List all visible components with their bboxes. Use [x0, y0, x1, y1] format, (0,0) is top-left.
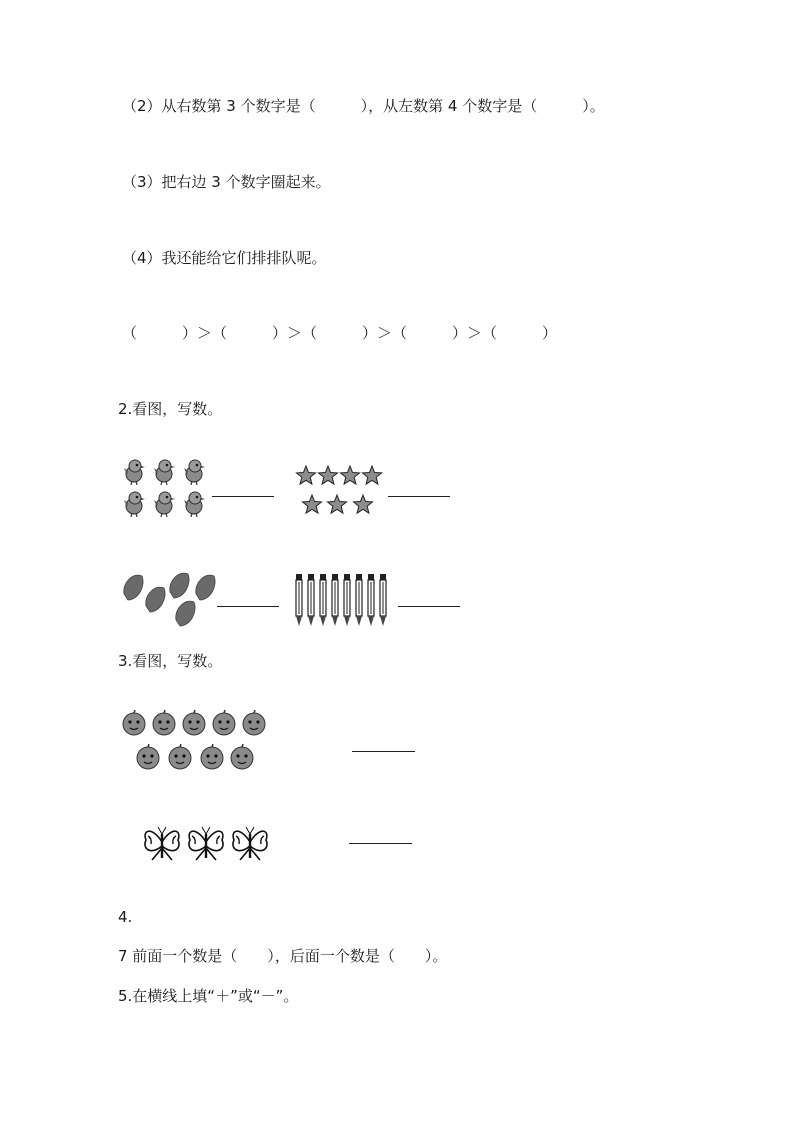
q3-title: 3.看图，写数。 [118, 652, 223, 670]
q5-title: 5.在横线上填“＋”或“－”。 [118, 987, 299, 1005]
apple-face-icon [137, 744, 159, 769]
answer-blank-butterflies[interactable] [349, 843, 412, 844]
bird-icon [124, 492, 145, 517]
pencil-icon [344, 574, 350, 626]
star-icon [319, 466, 338, 484]
butterfly-icon [145, 827, 179, 860]
leaf-icon [170, 573, 189, 598]
apple-face-icon [169, 744, 191, 769]
pencil-icon [308, 574, 314, 626]
answer-blank-birds[interactable] [212, 496, 274, 497]
star-icon [354, 495, 373, 513]
butterfly-icon [189, 827, 223, 860]
bird-icon [184, 460, 205, 485]
butterfly-icon [233, 827, 267, 860]
star-icon [363, 466, 382, 484]
butterfly-group [140, 822, 276, 862]
pencil-icon [356, 574, 362, 626]
answer-blank-stars[interactable] [388, 496, 450, 497]
answer-blank-apples[interactable] [352, 751, 415, 752]
pencil-icon [332, 574, 338, 626]
q1-order-row: （ ）＞（ ）＞（ ）＞（ ）＞（ ） [122, 324, 558, 342]
pencil-icon [368, 574, 374, 626]
apple-face-icon [243, 710, 265, 735]
star-icon [297, 466, 316, 484]
apple-face-icon [183, 710, 205, 735]
bird-icon [154, 460, 175, 485]
apple-face-icon [153, 710, 175, 735]
apple-face-icon [123, 710, 145, 735]
leaf-icon [146, 587, 165, 612]
apple-face-icon [231, 744, 253, 769]
leaf-icon [124, 575, 143, 600]
answer-blank-pencils[interactable] [398, 606, 460, 607]
pencil-group [294, 572, 398, 628]
apple-face-icon [213, 710, 235, 735]
pencil-icon [296, 574, 302, 626]
q1-part4-text: （4）我还能给它们排排队呢。 [122, 249, 327, 267]
leaf-icon [196, 575, 215, 600]
bird-icon [154, 492, 175, 517]
bird-group [120, 456, 212, 522]
bird-icon [184, 492, 205, 517]
leaf-icon [176, 601, 195, 626]
apple-face-icon [201, 744, 223, 769]
leaf-group [118, 568, 218, 630]
pencil-icon [380, 574, 386, 626]
star-icon [328, 495, 347, 513]
pencil-icon [320, 574, 326, 626]
q2-title: 2.看图，写数。 [118, 400, 223, 418]
apple-face-group [120, 708, 272, 774]
star-icon [341, 466, 360, 484]
q4-text: 7 前面一个数是（ ），后面一个数是（ ）。 [118, 947, 448, 965]
star-group [292, 462, 384, 518]
star-icon [303, 495, 322, 513]
q1-part2-text: （2）从右数第 3 个数字是（ ），从左数第 4 个数字是（ ）。 [122, 97, 605, 115]
bird-icon [124, 460, 145, 485]
answer-blank-leaves[interactable] [217, 606, 279, 607]
q4-number: 4. [118, 908, 133, 926]
q1-part3-text: （3）把右边 3 个数字圈起来。 [122, 173, 331, 191]
